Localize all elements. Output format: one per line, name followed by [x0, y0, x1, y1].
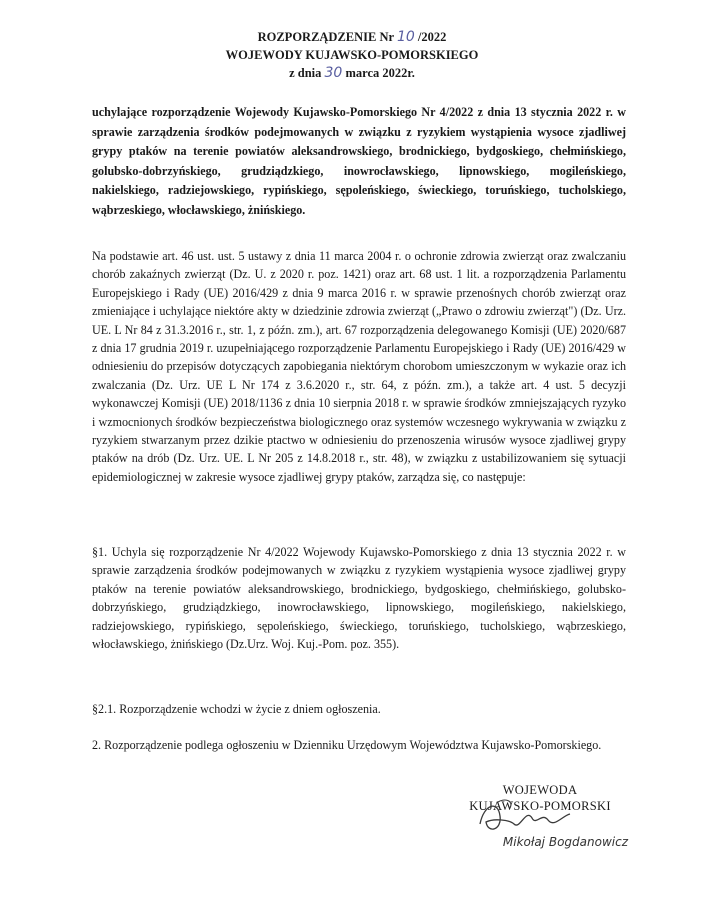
signatory-name: Mikołaj Bogdanowicz — [502, 835, 628, 849]
signature-block — [440, 782, 640, 854]
section-2-1-paragraph: §2.1. Rozporządzenie wchodzi w życie z dniem ogłoszenia. — [92, 702, 381, 716]
issuer-line: WOJEWODY KUJAWSKO-POMORSKIEGO — [225, 48, 479, 62]
title-prefix: ROZPORZĄDZENIE Nr — [257, 30, 394, 44]
signatory-title: WOJEWODA — [502, 783, 578, 797]
legal-basis-paragraph: Na podstawie art. 46 ust. ust. 5 ustawy z dnia 11 marca 2004 r. o ochronie zdrowia zwierząt oraz zwalczaniu chorób zakaźnych zwierząt (Dz. U. z 2020 r. poz. 1421) oraz art. 68 ust. 1 lit. a rozporządzenia Parlamentu Europejskiego i Rady (UE) 2016/429 z dnia 9 marca 2016 r. w sprawie przenośnych chorób zwierząt oraz zmieniające i uchylające niektóre akty w dziedzinie zdrowia zwierząt („Prawo o zdrowiu zwierząt") (Dz. Urz. UE. L Nr 84 z 31.3.2016 r., str. 1, z późn. zm.), art. 67 rozporządzenia delegowanego Komisji (UE) 2020/687 z dnia 17 grudnia 2019 r. uzupełniającego rozporządzenie Parlamentu Europejskiego i Rady (UE) 2016/429 w odniesieniu do przepisów dotyczących zapobiegania niektórym chorobom umieszczonym w wykazie oraz ich zwalczania (Dz. Urz. UE L Nr 174 z 3.6.2020 r., str. 64, z późn. zm.), a także art. 4 ust. 5 decyzji wykonawczej Komisji (UE) 2018/1136 z dnia 10 sierpnia 2018 r. w sprawie środków zmniejszających ryzyko i wzmocnionych środków bezpieczeństwa biologicznego oraz systemów wczesnego wykrywania w związku z ryzykiem stwarzanym przez dzikie ptactwo w odniesieniu do przenoszenia wirusów wysoce zjadliwej grypy ptaków na drób (Dz. Urz. UE. L Nr 205 z 14.8.2018 r., str. 48), w związku z ustabilizowaniem się sytuacji epidemiologicznej w zakresie wysoce zjadliwej grypy ptaków, zarządza się, co następuje: — [92, 249, 626, 484]
handwritten-number: 10 — [396, 29, 415, 45]
title-suffix: /2022 — [417, 30, 447, 44]
regulation-title-line — [0, 28, 704, 46]
signatory-region: KUJAWSKO-POMORSKI — [469, 799, 611, 813]
section-2-2-paragraph: 2. Rozporządzenie podlega ogłoszeniu w Dzienniku Urzędowym Województwa Kujawsko-Pomorskiego. — [92, 738, 602, 752]
handwritten-day: 30 — [324, 65, 343, 81]
regulation-subject: uchylające rozporządzenie Wojewody Kujawsko-Pomorskiego Nr 4/2022 z dnia 13 stycznia 2022 r. w sprawie zarządzenia środków podejmowanych w związku z ryzykiem wystąpienia wysoce zjadliwej grypy ptaków na terenie powiatów aleksandrowskiego, brodnickiego, bydgoskiego, chełmińskiego, golubsko-dobrzyńskiego, grudziądzkiego, inowrocławskiego, lipnowskiego, mogileńskiego, nakielskiego, radziejowskiego, rypińskiego, sępoleńskiego, świeckiego, toruńskiego, tucholskiego, wąbrzeskiego, włocławskiego, żnińskiego. — [92, 105, 626, 217]
handwritten-signature — [470, 794, 580, 840]
document-header — [0, 28, 704, 82]
date-line — [0, 64, 704, 82]
date-prefix: z dnia — [289, 66, 322, 80]
date-suffix: marca 2022r. — [345, 66, 415, 80]
section-1-paragraph: §1. Uchyla się rozporządzenie Nr 4/2022 Wojewody Kujawsko-Pomorskiego z dnia 13 stycznia 2022 r. w sprawie zarządzenia środków podejmowanych w związku z ryzykiem wystąpienia wysoce zjadliwej grypy ptaków na terenie powiatów aleksandrowskiego, brodnickiego, bydgoskiego, chełmińskiego, golubsko-dobrzyńskiego, grudziądzkiego, inowrocławskiego, lipnowskiego, mogileńskiego, nakielskiego, radziejowskiego, rypińskiego, sępoleńskiego, świeckiego, toruńskiego, tucholskiego, wąbrzeskiego, włocławskiego, żnińskiego (Dz.Urz. Woj. Kuj.-Pom. poz. 355). — [92, 545, 626, 652]
